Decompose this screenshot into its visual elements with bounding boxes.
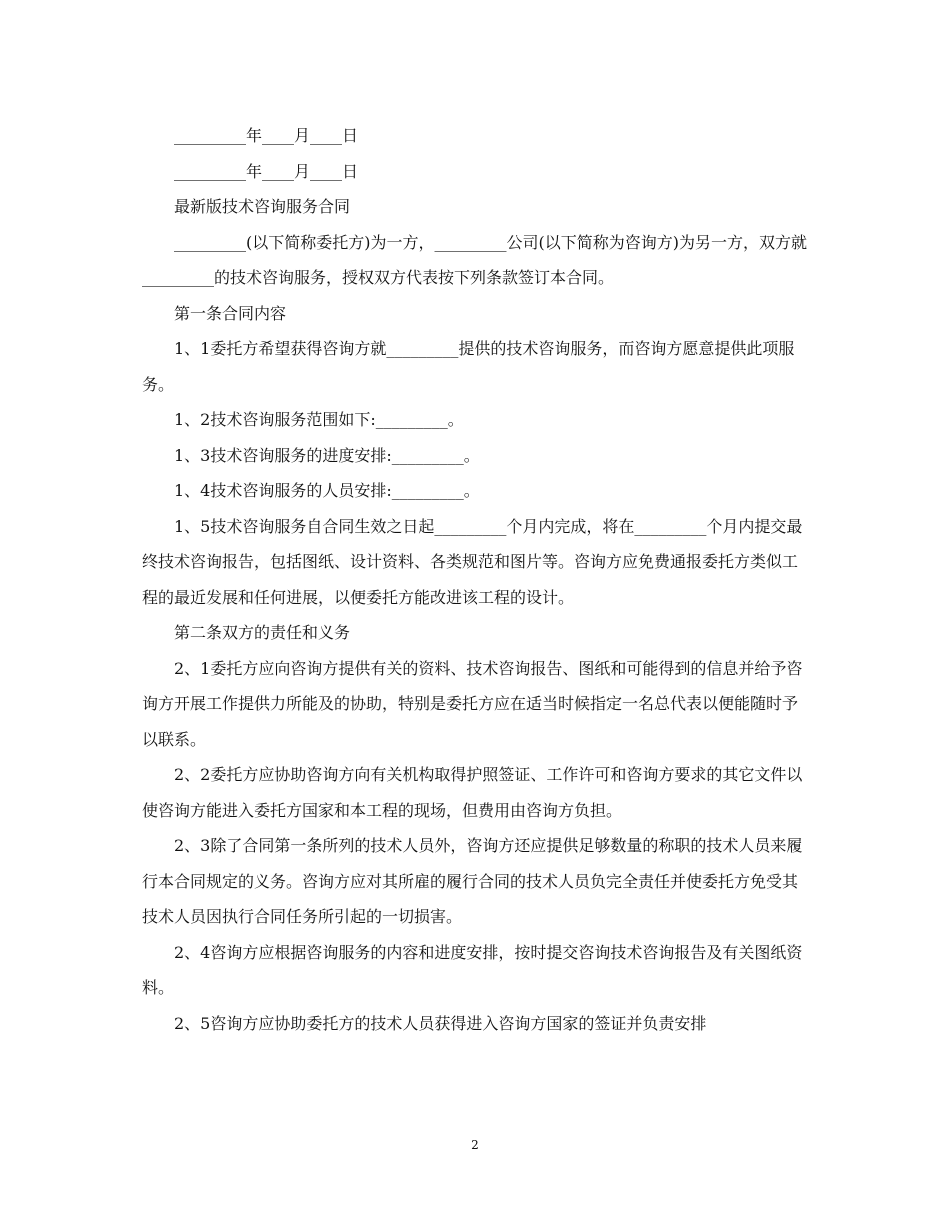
clause-2-2: 2、2委托方应协助咨询方向有关机构取得护照签证、工作许可和咨询方要求的其它文件以使咨询方能进入委托方国家和本工程的现场，但费用由咨询方负担。 [142, 765, 803, 820]
clause-2-1: 2、1委托方应向咨询方提供有关的资料、技术咨询报告、图纸和可能得到的信息并给予咨询方开展工作提供力所能及的协助，特别是委托方应在适当时候指定一名总代表以便能随时予以联系。 [142, 658, 803, 749]
clause-1-1: 1、1委托方希望获得咨询方就_________提供的技术咨询服务，而咨询方愿意提供此项服务。 [142, 339, 795, 394]
clause-2-3: 2、3除了合同第一条所列的技术人员外，咨询方还应提供足够数量的称职的技术人员来履行本合同规定的义务。咨询方应对其所雇的履行合同的技术人员负完全责任并使委托方免受其技术人员因执行合同任务所引起的一切损害。 [142, 836, 803, 926]
clause-1-3: 1、3技术咨询服务的进度安排:_________。 [174, 445, 480, 465]
contract-body [142, 118, 810, 1041]
clause-2-5: 2、5咨询方应协助委托方的技术人员获得进入咨询方国家的签证并负责安排 [174, 1013, 707, 1033]
clause-1-2: 1、2技术咨询服务范围如下:_________。 [174, 410, 464, 429]
date-line-2: _________年____月____日 [174, 161, 359, 181]
clause-2-4: 2、4咨询方应根据咨询服务的内容和进度安排，按时提交咨询技术咨询报告及有关图纸资料。 [142, 942, 803, 997]
article-2-heading: 第二条双方的责任和义务 [174, 623, 351, 642]
contract-preamble: _________(以下简称委托方)为一方，_________公司(以下简称为咨询方)为另一方，双方就_________的技术咨询服务，授权双方代表按下列条款签订本合同。 [142, 232, 807, 287]
date-line-1: _________年____月____日 [174, 126, 359, 145]
contract-title: 最新版技术咨询服务合同 [174, 197, 351, 216]
article-1-heading: 第一条合同内容 [174, 303, 287, 323]
clause-1-4: 1、4技术咨询服务的人员安排:_________。 [174, 481, 480, 500]
clause-1-5: 1、5技术咨询服务自合同生效之日起_________个月内完成，将在_________个月内提交最终技术咨询报告，包括图纸、设计资料、各类规范和图片等。咨询方应免费通报委托方类似工程的最近发展和任何进展，以便委托方能改进该工程的设计。 [142, 516, 803, 607]
page-number: 2 [471, 1138, 479, 1152]
